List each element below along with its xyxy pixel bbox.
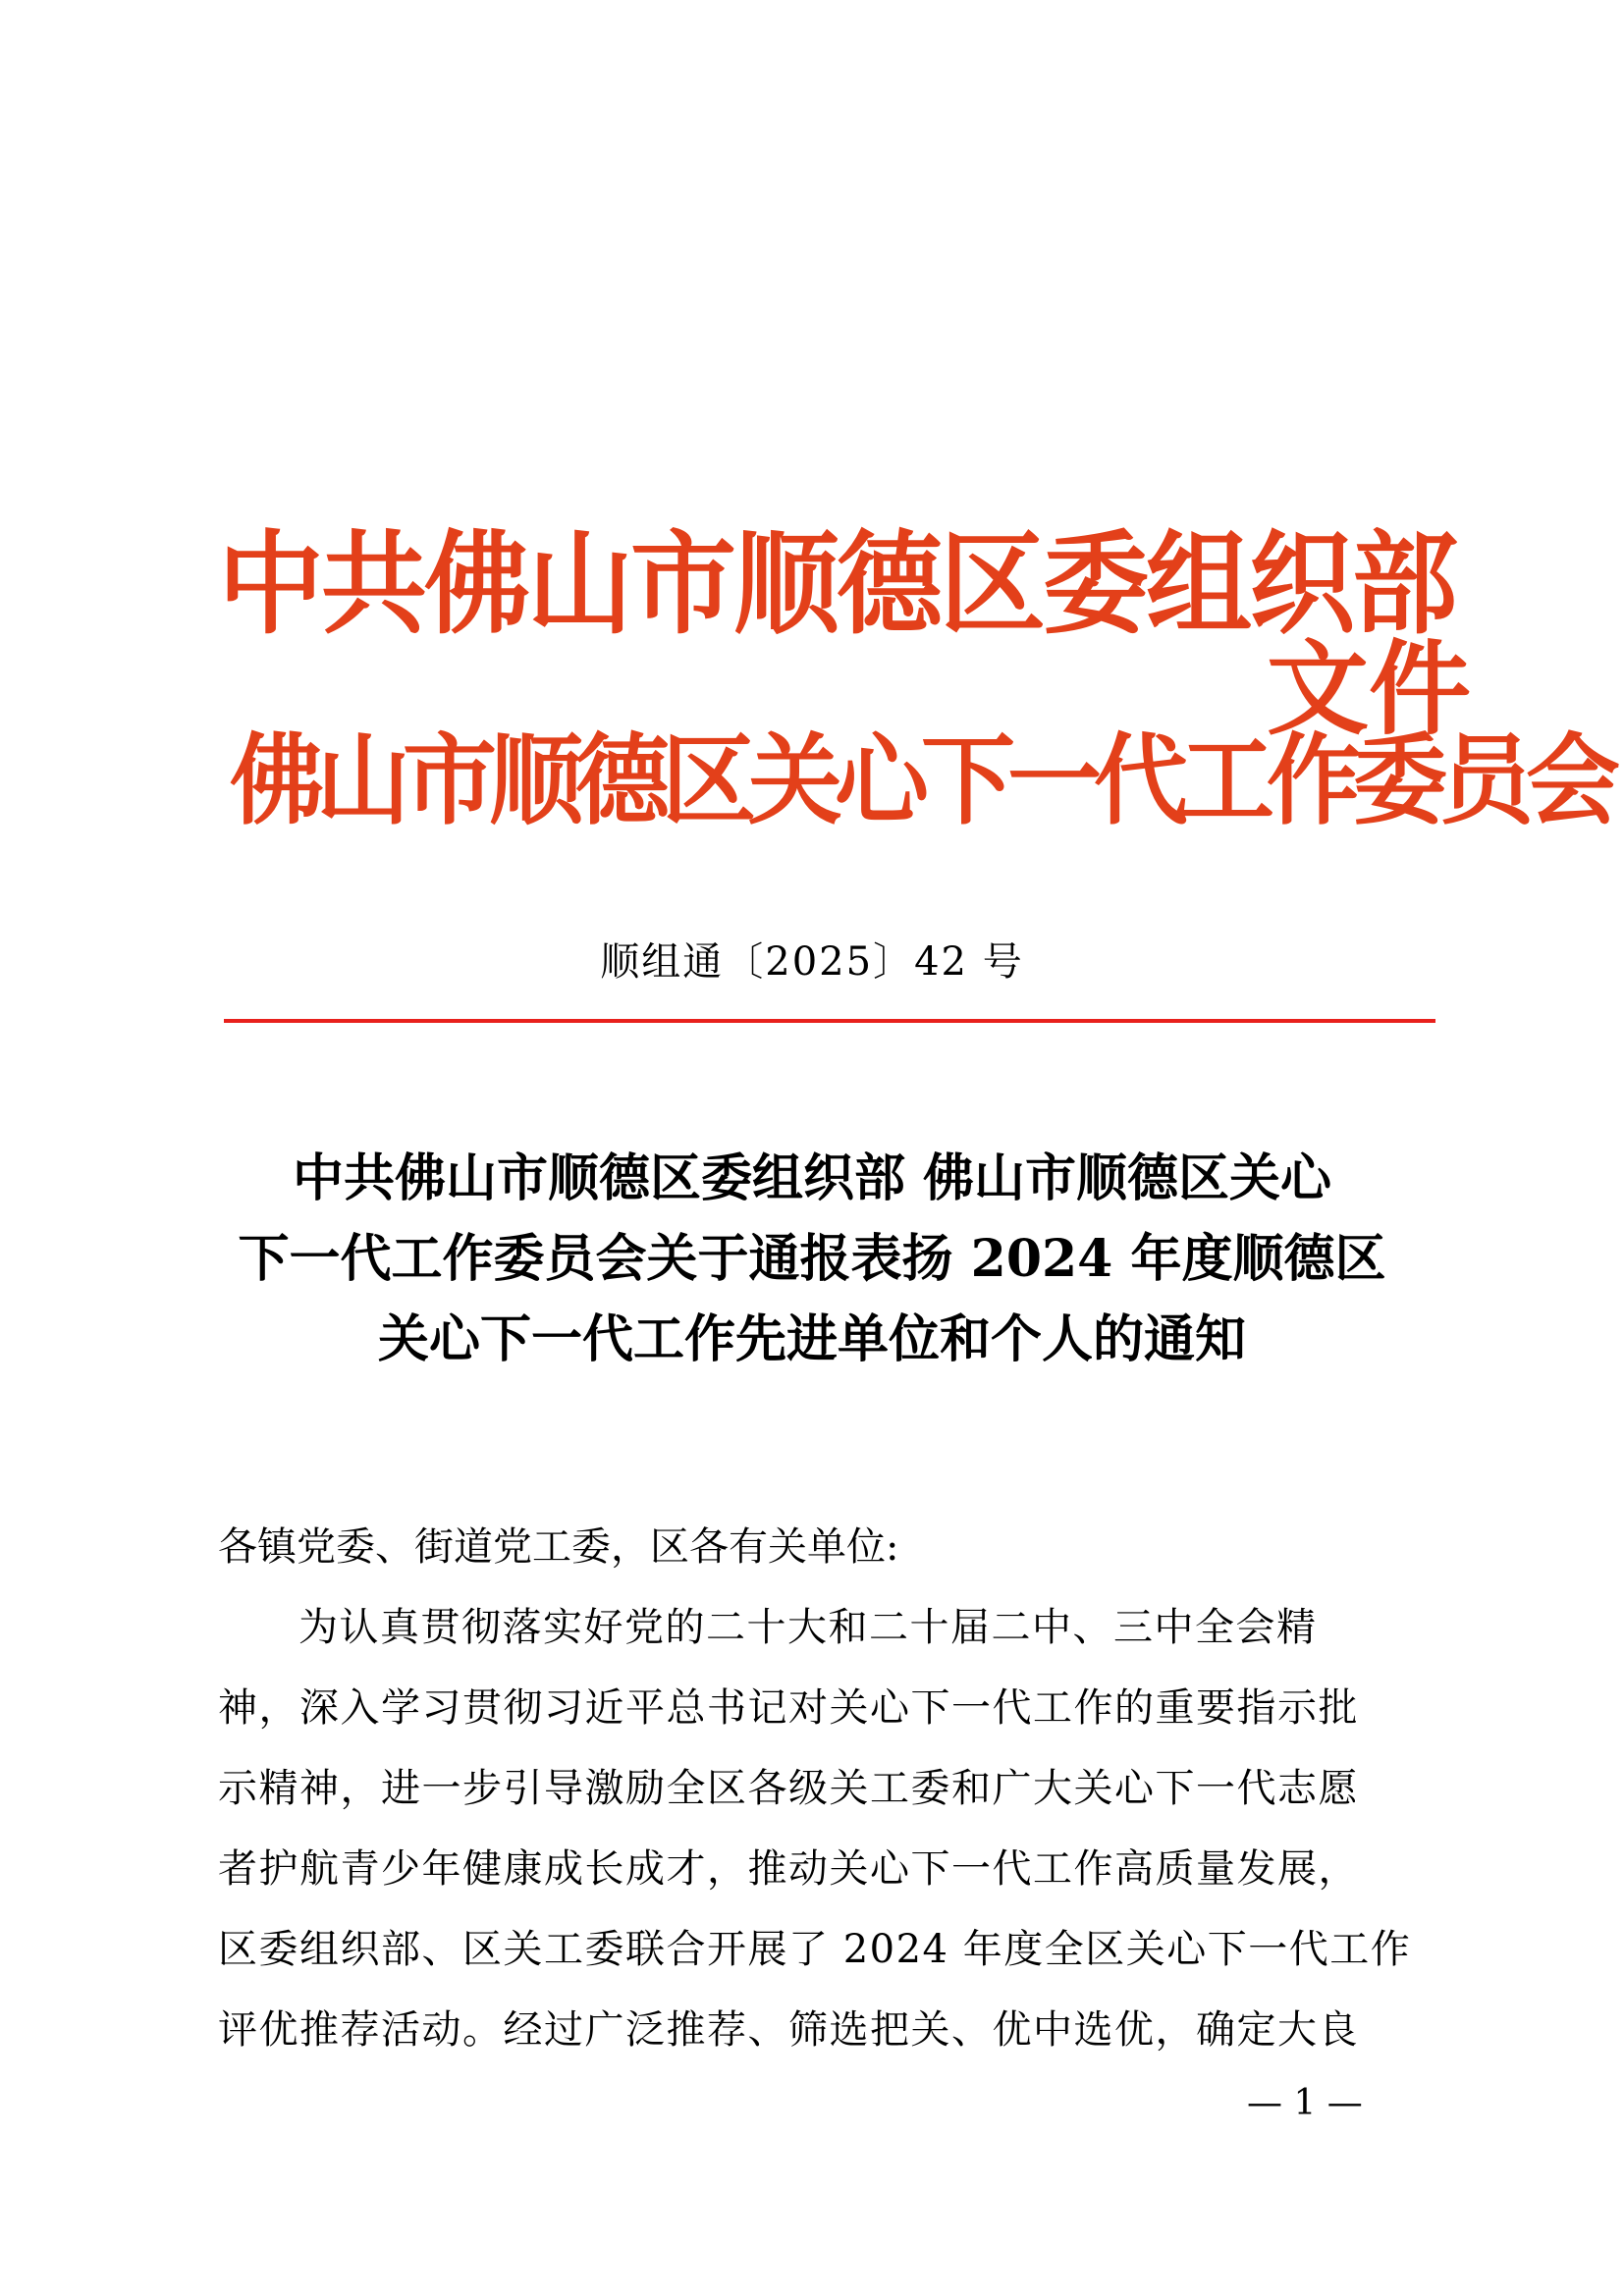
issuer-line-2: 佛山市顺德区关心下一代工作委员会 <box>230 722 1612 839</box>
paragraph-line: 区委组织部、区关工委联合开展了 2024 年度全区关心下一代工作 <box>218 1927 1412 1972</box>
red-header <box>218 510 1612 883</box>
title-line-1: 中共佛山市顺德区委组织部 佛山市顺德区关心 <box>292 1148 1332 1208</box>
title-line-3: 关心下一代工作先进单位和个人的通知 <box>377 1309 1246 1369</box>
paragraph-line: 者护航青少年健康成长成才，推动关心下一代工作高质量发展， <box>218 1846 1359 1892</box>
paragraph-line: 评优推荐活动。经过广泛推荐、筛选把关、优中选优，确定大良 <box>218 2007 1359 2053</box>
document-number: 顺组通〔2025〕42 号 <box>600 939 1024 985</box>
page-number: — 1 — <box>1247 2083 1363 2123</box>
paragraph-line: 示精神，进一步引导激励全区各级关工委和广大关心下一代志愿 <box>218 1766 1359 1811</box>
red-divider <box>224 1019 1435 1023</box>
issuer-line-1: 中共佛山市顺德区委组织部 <box>218 520 1456 650</box>
document-title <box>196 1139 1428 1380</box>
document-word: 文件 <box>1267 629 1472 749</box>
paragraph-line: 为认真贯彻落实好党的二十大和二十届二中、三中全会精 <box>298 1605 1318 1650</box>
body-text <box>218 1507 1435 2070</box>
salutation: 各镇党委、街道党工委，区各有关单位: <box>218 1524 899 1570</box>
paragraph-line: 神，深入学习贯彻习近平总书记对关心下一代工作的重要指示批 <box>218 1685 1359 1731</box>
title-line-2: 下一代工作委员会关于通报表扬 2024 年度顺德区 <box>238 1229 1386 1289</box>
